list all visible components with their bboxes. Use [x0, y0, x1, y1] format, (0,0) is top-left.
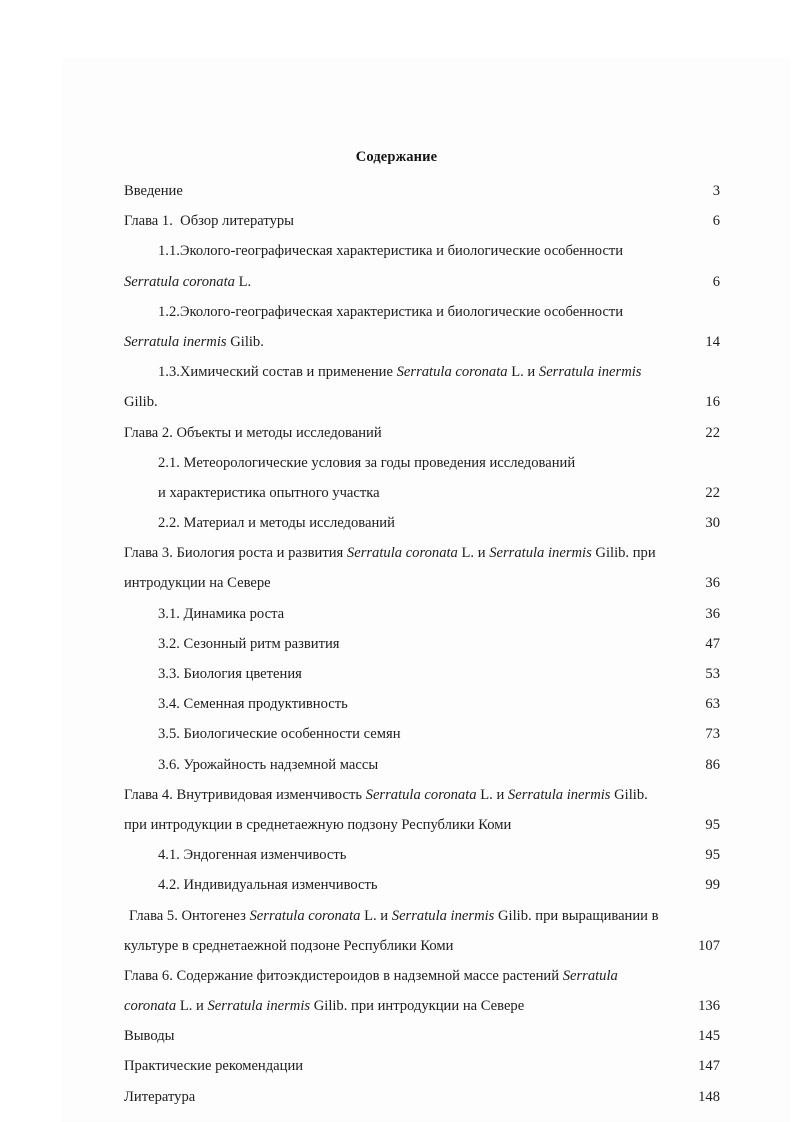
- toc-row[interactable]: [124, 267, 720, 297]
- toc-entry-label: 2.1. Метеорологические условия за годы проведения исследований: [158, 454, 576, 471]
- toc-row[interactable]: [124, 1082, 720, 1112]
- toc-entry-label: 1.1.Эколого-географическая характеристика и биологические особенности: [158, 243, 624, 260]
- toc-row[interactable]: [124, 931, 720, 961]
- toc-entry-label: Глава 2. Объекты и методы исследований: [124, 424, 382, 441]
- toc-page-number: 30: [705, 515, 720, 532]
- toc-row[interactable]: [124, 1051, 720, 1081]
- toc-page-number: 107: [698, 937, 720, 954]
- toc-row[interactable]: [124, 236, 720, 266]
- toc-page-number: 36: [705, 575, 720, 592]
- toc-page-number: 86: [705, 756, 720, 773]
- toc-row[interactable]: [124, 750, 720, 780]
- toc-entry-label: при интродукции в среднетаежную подзону Республики Коми: [124, 816, 512, 833]
- toc-row[interactable]: [124, 961, 720, 991]
- toc-page-number: 16: [705, 394, 720, 411]
- toc-entry-label: Глава 4. Внутривидовая изменчивость Serratula coronata L. и Serratula inermis Gilib.: [124, 786, 648, 803]
- toc-row[interactable]: [124, 901, 720, 931]
- toc-entry-label: 3.5. Биологические особенности семян: [158, 726, 401, 743]
- toc-page-number: 147: [698, 1058, 720, 1075]
- toc-page-number: 63: [705, 696, 720, 713]
- toc-page-number: 95: [705, 847, 720, 864]
- toc-entry-label: 3.1. Динамика роста: [158, 605, 285, 622]
- toc-entry-label: 2.2. Материал и методы исследований: [158, 515, 395, 532]
- toc-entry-label: Глава 3. Биология роста и развития Serratula coronata L. и Serratula inermis Gilib. при: [124, 545, 656, 562]
- toc-row[interactable]: [124, 689, 720, 719]
- toc-entry-label: Глава 1. Обзор литературы: [124, 213, 294, 230]
- toc-row[interactable]: [124, 448, 720, 478]
- toc-entry-label: 3.3. Биология цветения: [158, 666, 302, 682]
- toc-page-number: 53: [705, 666, 720, 682]
- toc-row[interactable]: [124, 478, 720, 508]
- toc-page-number: 136: [698, 998, 720, 1015]
- toc-page-number: 22: [705, 424, 720, 441]
- toc-row[interactable]: [124, 327, 720, 357]
- toc-row[interactable]: [124, 991, 720, 1021]
- toc-entry-label: 4.2. Индивидуальная изменчивость: [158, 877, 378, 894]
- toc-entry-label: coronata L. и Serratula inermis Gilib. при интродукции на Севере: [124, 998, 525, 1015]
- toc-entry-label: Serratula coronata L.: [124, 273, 252, 290]
- toc-page-number: 22: [705, 484, 720, 501]
- toc-entry-label: Глава 5. Онтогенез Serratula coronata L. и Serratula inermis Gilib. при выращивании в: [129, 907, 659, 924]
- toc-page-number: 145: [698, 1028, 720, 1045]
- toc-row[interactable]: [124, 508, 720, 538]
- toc-entry-list: [124, 176, 720, 1112]
- toc-entry-label: Введение: [124, 183, 183, 199]
- toc-row[interactable]: [124, 1021, 720, 1051]
- toc-entry-label: и характеристика опытного участка: [158, 484, 380, 501]
- toc-entry-label: 3.6. Урожайность надземной массы: [158, 756, 379, 773]
- toc-row[interactable]: [124, 387, 720, 417]
- toc-row[interactable]: [124, 297, 720, 327]
- toc-row[interactable]: [124, 810, 720, 840]
- toc-page-number: 148: [698, 1088, 720, 1105]
- toc-page-number: 36: [705, 605, 720, 622]
- toc-entry-label: Практические рекомендации: [124, 1058, 304, 1075]
- toc-entry-label: 1.3.Химический состав и применение Serratula coronata L. и Serratula inermis: [158, 364, 642, 381]
- toc-entry-label: интродукции на Севере: [124, 575, 271, 592]
- toc-entry-label: 4.1. Эндогенная изменчивость: [158, 847, 347, 864]
- toc-row[interactable]: [124, 780, 720, 810]
- toc-row[interactable]: [124, 840, 720, 870]
- toc-row[interactable]: [124, 568, 720, 598]
- toc-entry-label: Выводы: [124, 1028, 175, 1045]
- toc-row[interactable]: [124, 719, 720, 749]
- toc-row[interactable]: [124, 176, 720, 206]
- toc-row[interactable]: [124, 418, 720, 448]
- toc-page-number: 95: [705, 816, 720, 833]
- toc-row[interactable]: [124, 599, 720, 629]
- toc-row[interactable]: [124, 206, 720, 236]
- toc-page-number: 47: [705, 635, 720, 652]
- toc-entry-label: 1.2.Эколого-географическая характеристика и биологические особенности: [158, 303, 624, 320]
- toc-page-number: 73: [705, 726, 720, 743]
- toc-row[interactable]: [124, 357, 720, 387]
- toc-page-number: 99: [705, 877, 720, 894]
- page-title: Содержание: [355, 149, 438, 165]
- toc-page-number: 3: [712, 183, 720, 199]
- toc-row[interactable]: [124, 629, 720, 659]
- toc-entry-label: 3.2. Сезонный ритм развития: [158, 635, 340, 652]
- toc-row[interactable]: [124, 538, 720, 568]
- toc-page-number: 6: [712, 273, 720, 290]
- toc-entry-label: Serratula inermis Gilib.: [124, 333, 264, 350]
- toc-row[interactable]: [124, 870, 720, 900]
- toc-entry-label: Глава 6. Содержание фитоэкдистероидов в надземной массе растений Serratula: [124, 967, 618, 984]
- toc-entry-label: Литература: [124, 1088, 196, 1105]
- toc-entry-label: культуре в среднетаежной подзоне Республики Коми: [124, 937, 454, 954]
- toc-entry-label: 3.4. Семенная продуктивность: [158, 696, 348, 713]
- toc-page-number: 14: [705, 333, 720, 350]
- toc-page-number: 6: [712, 213, 720, 230]
- toc-entry-label: Gilib.: [124, 394, 158, 411]
- toc-row[interactable]: [124, 659, 720, 689]
